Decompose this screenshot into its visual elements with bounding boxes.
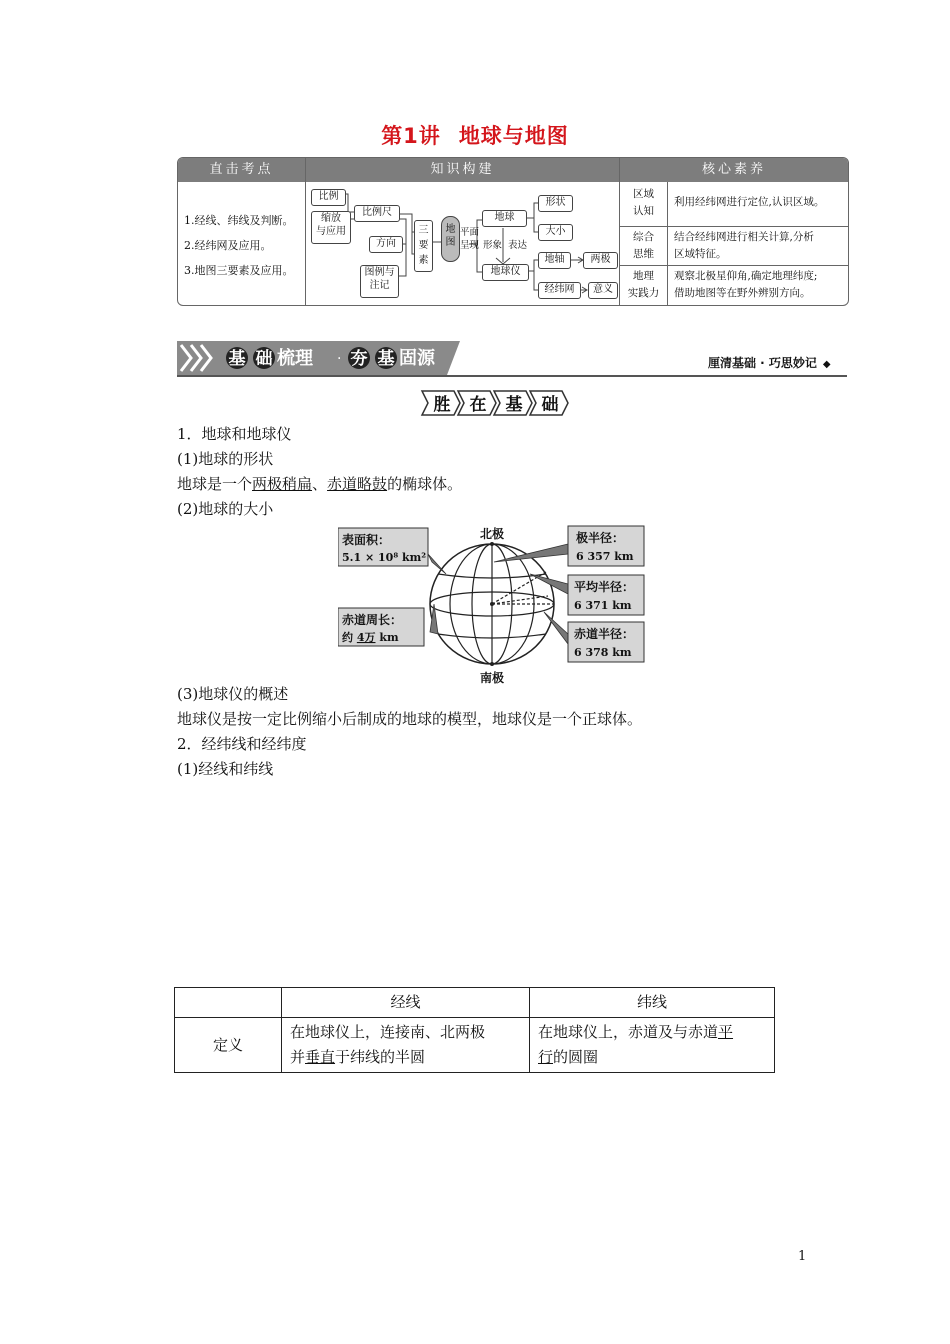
mm-diqiuyi: 地球仪 bbox=[482, 264, 529, 281]
mean-radius-label: 平均半径： bbox=[574, 580, 635, 594]
polar-radius-value: 6 357 km bbox=[576, 550, 634, 563]
mm-suofang: 缩放 与应用 bbox=[311, 211, 351, 244]
north-pole-label: 北极 bbox=[479, 527, 505, 541]
kaodian-item: 1.经线、纬线及判断。 bbox=[184, 214, 294, 227]
sub-char: 在 bbox=[469, 395, 487, 415]
lesson-number: 第1讲 bbox=[381, 124, 441, 148]
banner-char: 夯 bbox=[350, 349, 368, 369]
definition-table bbox=[174, 987, 775, 1073]
area-value: 5.1 × 10⁸ km² bbox=[342, 551, 427, 564]
circumference-label: 赤道周长： bbox=[342, 613, 403, 627]
mm-liangji: 两极 bbox=[583, 252, 618, 269]
mm-daxiao: 大小 bbox=[538, 224, 573, 241]
banner-char: 基 bbox=[377, 349, 395, 369]
circumference-value: 约 4万 km bbox=[342, 631, 399, 644]
blank-answer: 两极稍扁 bbox=[252, 475, 313, 493]
sub-char: 础 bbox=[541, 395, 559, 415]
section2-heading: 2．经纬线和经纬度 bbox=[177, 735, 307, 753]
col-header-weixian: 纬线 bbox=[530, 988, 775, 1018]
banner-char: 基 bbox=[228, 349, 246, 369]
sub-char: 基 bbox=[505, 395, 523, 415]
mm-bili: 比例 bbox=[311, 189, 346, 206]
polar-radius-label: 极半径： bbox=[576, 531, 625, 545]
cell-weixian-def: 在地球仪上，赤道及与赤道平 行的圆圈 bbox=[530, 1018, 775, 1073]
header-zhishi: 知识构建 bbox=[306, 158, 619, 182]
earth-size-figure bbox=[338, 522, 648, 684]
sub-char: 胜 bbox=[433, 395, 451, 415]
kaodian-list bbox=[184, 208, 294, 283]
header-kaodian: 直击考点 bbox=[178, 158, 305, 182]
mm-yiyi: 意义 bbox=[588, 282, 618, 299]
mm-fangxiang: 方向 bbox=[369, 236, 403, 253]
section2-p1: (1)经线和纬线 bbox=[177, 760, 274, 778]
equatorial-radius-label: 赤道半径： bbox=[574, 627, 635, 641]
blank-answer: 垂直 bbox=[305, 1048, 336, 1066]
banner-char: 固源 bbox=[399, 348, 435, 369]
summary-box: 直击考点 知识构建 核心素养 1.经线、纬线及判断。 2.经纬网及应用。 3.地图三要素及应用。 比例 缩放 与应用 比例尺 方向 图例与 注记 三 要 素 地 图 平面 呈现 形象 表达 地球 地球仪 形状 大小 地轴 两极 经纬网 意义 区域 认知 利用经纬网进行定位,认识区域。 综合 思维 结合经纬网进行相关计算,分析 区域特征。 地理 实践力 观察北极星仰角,确定地理纬度; 借助地图等在野外辨别方向。 bbox=[177, 157, 849, 306]
banner-char: 梳理 bbox=[277, 348, 313, 369]
header-suyang: 核心素养 bbox=[620, 158, 848, 182]
mean-radius-value: 6 371 km bbox=[574, 599, 632, 612]
mm-biaoda: 表达 bbox=[508, 240, 528, 251]
mm-xingzhuang: 形状 bbox=[538, 195, 573, 212]
table-header-row bbox=[175, 988, 775, 1018]
section1-p2: (2)地球的大小 bbox=[177, 500, 274, 518]
page-number: 1 bbox=[798, 1249, 807, 1264]
blank-answer: 平 bbox=[718, 1023, 734, 1041]
globe-description: 地球仪是按一定比例缩小后制成的地球的模型，地球仪是一个正球体。 bbox=[177, 710, 643, 728]
blank-answer: 赤道略鼓 bbox=[327, 475, 388, 493]
cell-jingxian-def: 在地球仪上，连接南、北两极 并垂直于纬线的半圆 bbox=[282, 1018, 530, 1073]
mm-diqiu: 地球 bbox=[482, 210, 527, 227]
mm-tuli: 图例与 注记 bbox=[360, 265, 399, 298]
mm-pingmian: 平面 呈现 bbox=[460, 227, 480, 251]
col-header-jingxian: 经线 bbox=[282, 988, 530, 1018]
kaodian-item: 2.经纬网及应用。 bbox=[184, 239, 272, 252]
section1-p3: (3)地球仪的概述 bbox=[177, 685, 289, 703]
table-row bbox=[175, 1018, 775, 1073]
page-title bbox=[0, 120, 950, 150]
shape-sentence: 地球是一个两极稍扁、赤道略鼓的椭球体。 bbox=[177, 475, 463, 493]
mm-xingxiang: 形象 bbox=[483, 240, 503, 251]
section1-heading: 1．地球和地球仪 bbox=[177, 425, 292, 443]
banner-dot: · bbox=[337, 351, 342, 367]
section-banner bbox=[177, 341, 460, 375]
banner-slogan: 厘清基础 · 巧思妙记 ◆ bbox=[708, 356, 831, 370]
banner-char: 础 bbox=[255, 349, 273, 369]
sub-banner bbox=[420, 389, 570, 417]
mm-ditu: 地 图 bbox=[441, 216, 460, 262]
mm-sanyaosu: 三 要 素 bbox=[414, 220, 433, 272]
equatorial-radius-value: 6 378 km bbox=[574, 646, 632, 659]
south-pole-label: 南极 bbox=[479, 671, 505, 684]
lesson-name: 地球与地图 bbox=[458, 124, 569, 148]
mm-bilichi: 比例尺 bbox=[354, 205, 400, 222]
section1-p1: (1)地球的形状 bbox=[177, 450, 274, 468]
mm-dizhou: 地轴 bbox=[538, 252, 571, 269]
blank-answer: 行 bbox=[538, 1048, 554, 1066]
kaodian-item: 3.地图三要素及应用。 bbox=[184, 264, 294, 277]
area-label: 表面积： bbox=[342, 533, 391, 547]
row-label: 定义 bbox=[175, 1018, 282, 1073]
banner-rule bbox=[177, 375, 847, 377]
mm-jingweiwang: 经纬网 bbox=[538, 282, 581, 299]
